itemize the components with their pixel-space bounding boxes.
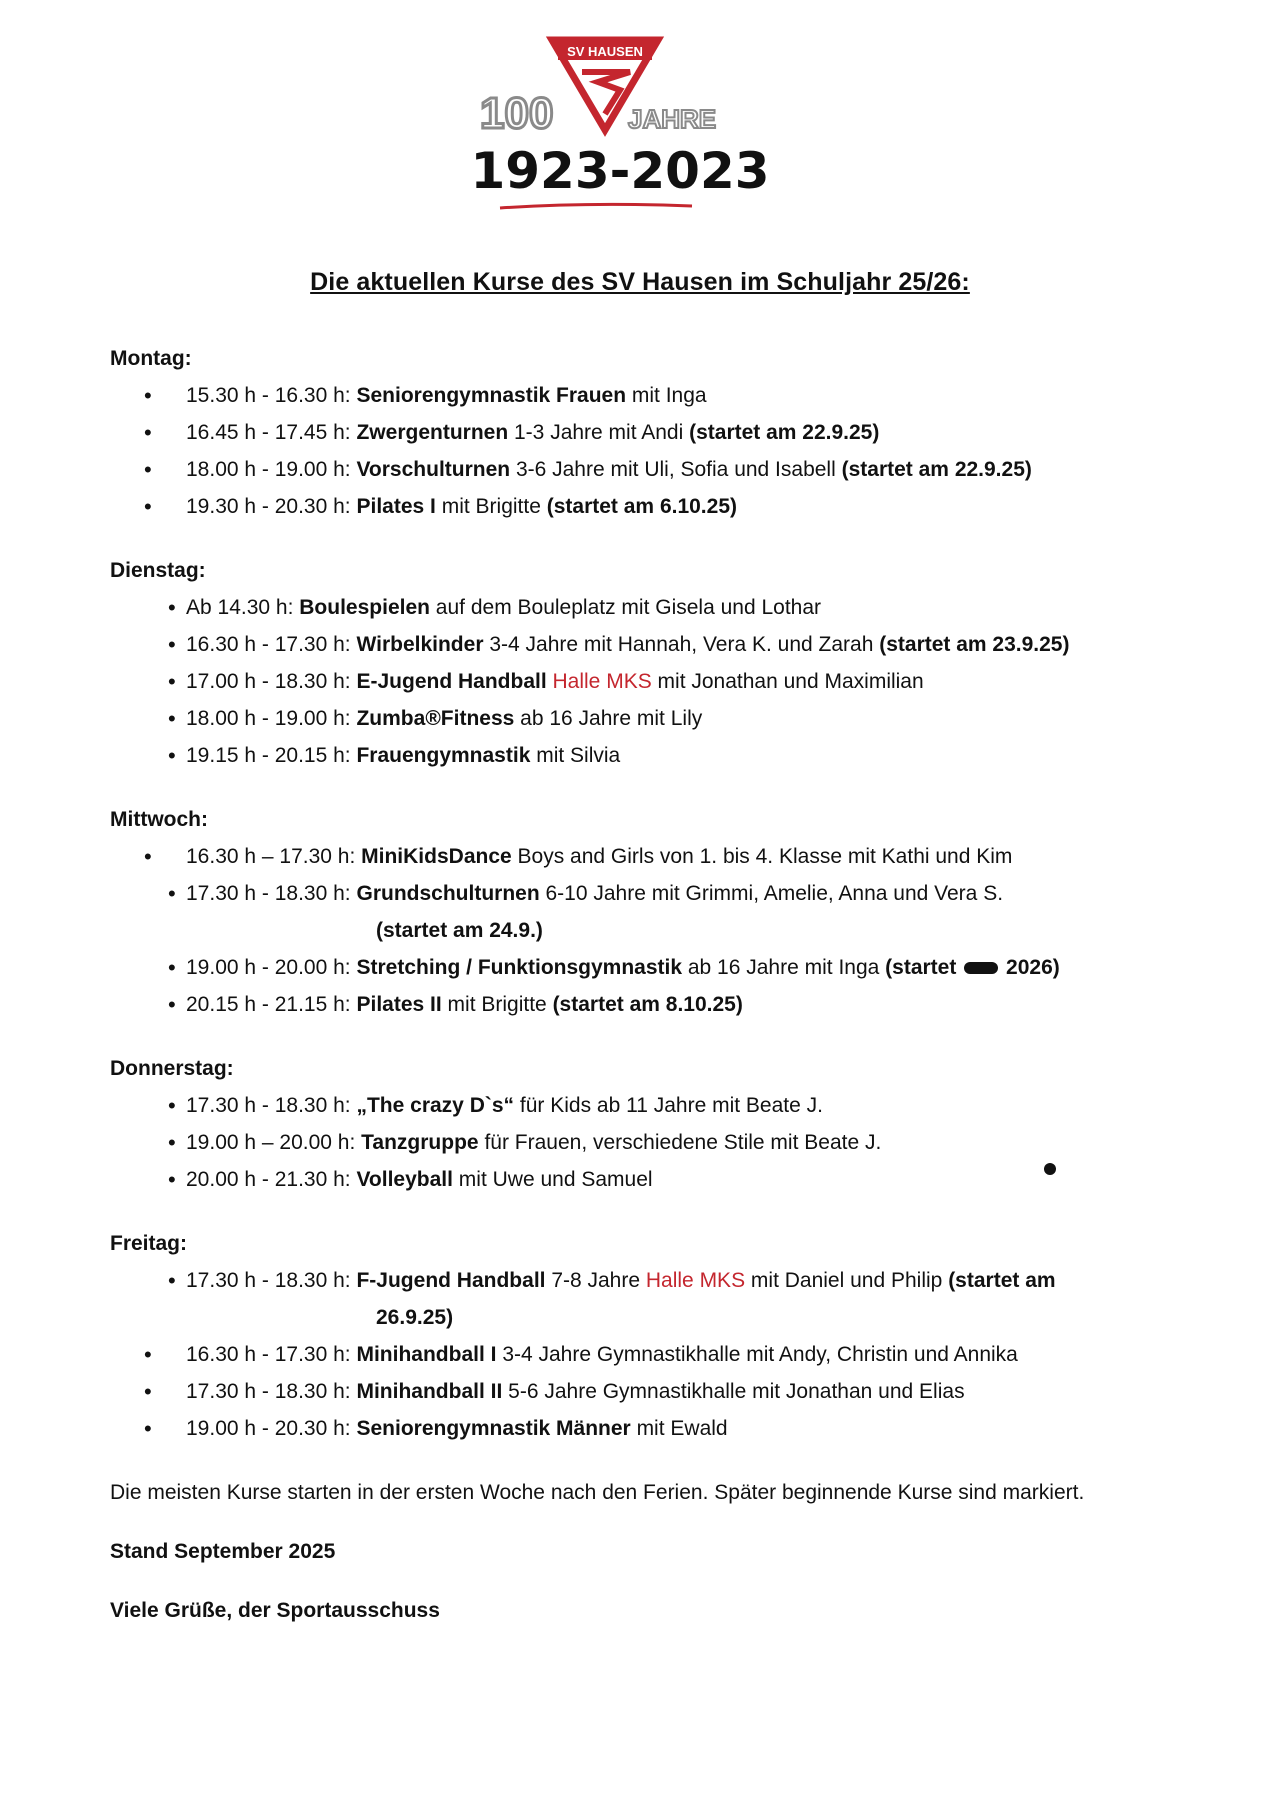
logo-years-range: 1923-2023 [470,142,770,200]
list-item [110,377,1210,414]
day-tuesday [110,552,1210,774]
course-time: 17.30 h - 18.30 h: [186,1380,351,1403]
course-details: ab 16 Jahre mit Inga [682,956,886,979]
course-details: Boys and Girls von 1. bis 4. Klasse mit Kathi und Kim [511,845,1013,868]
course-name: Frauengymnastik [356,744,531,767]
start-note: (startet am 6.10.25) [546,495,737,518]
day-thursday [110,1050,1210,1198]
course-time: 19.00 h - 20.00 h: [186,956,351,979]
logo-100-text: 100 [480,89,554,138]
course-name: Vorschulturnen [356,458,511,481]
course-details: mit Uwe und Samuel [452,1168,653,1191]
start-note: (startet [885,956,957,979]
list-item [110,838,1210,875]
page-title: Die aktuellen Kurse des SV Hausen im Schuljahr 25/26: [310,268,970,296]
course-details: mit Ewald [630,1417,728,1440]
start-note: (startet am 22.9.25) [841,458,1032,481]
course-details: mit Brigitte [441,993,553,1016]
course-name: Zumba®Fitness [356,707,515,730]
course-name: Grundschulturnen [356,882,540,905]
list-item [110,1124,1210,1161]
start-note: (startet am 22.9.25) [689,421,880,444]
course-name: Wirbelkinder [356,633,484,656]
start-note: (startet am [948,1269,1056,1292]
course-time: 17.30 h - 18.30 h: [186,882,351,905]
list-item [110,1336,1210,1373]
course-name: F-Jugend Handball [356,1269,546,1292]
course-name: „The crazy D`s“ [356,1094,515,1117]
course-time: 19.00 h – 20.00 h: [186,1131,356,1154]
course-list [110,1262,1210,1447]
list-item [110,451,1210,488]
course-name: Stretching / Funktionsgymnastik [356,956,683,979]
club-anniversary-logo [470,30,770,215]
course-details: 5-6 Jahre Gymnastikhalle mit Jonathan und Elias [502,1380,965,1403]
list-item [110,488,1210,525]
course-details: 3-4 Jahre mit Hannah, Vera K. und Zarah [483,633,880,656]
course-details: für Frauen, verschiedene Stile mit Beate J. [478,1131,882,1154]
course-details: mit Jonathan und Maximilian [651,670,924,693]
course-list [110,1087,1210,1198]
logo-club-text: SV HAUSEN [567,44,643,59]
list-item [110,1161,1210,1198]
course-time: 19.30 h - 20.30 h: [186,495,351,518]
footer [110,1474,1210,1629]
course-details: 7-8 Jahre [545,1269,646,1292]
course-name: Seniorengymnastik Männer [356,1417,631,1440]
course-details: für Kids ab 11 Jahre mit Beate J. [514,1094,823,1117]
day-heading: Dienstag: [110,559,206,582]
course-details: ab 16 Jahre mit Lily [514,707,703,730]
course-details: mit Daniel und Philip [745,1269,949,1292]
day-heading: Donnerstag: [110,1057,234,1080]
venue-highlight: Halle MKS [645,1269,746,1292]
list-item [110,1262,1210,1336]
start-note: (startet am 24.9.) [376,919,543,942]
list-item [110,1373,1210,1410]
course-name: Pilates I [356,495,436,518]
start-note: (startet am 8.10.25) [552,993,743,1016]
list-item [110,1087,1210,1124]
course-time: 18.00 h - 19.00 h: [186,458,351,481]
course-details: mit Brigitte [435,495,547,518]
list-item [110,414,1210,451]
course-name: Tanzgruppe [361,1131,479,1154]
start-note: (startet am 23.9.25) [879,633,1070,656]
course-time: 17.30 h - 18.30 h: [186,1269,351,1292]
course-list [110,589,1210,774]
course-time: 17.30 h - 18.30 h: [186,1094,351,1117]
list-item [110,949,1210,986]
course-time: 20.15 h - 21.15 h: [186,993,351,1016]
course-time: 16.30 h - 17.30 h: [186,1343,351,1366]
list-item [110,626,1210,663]
course-time: 19.00 h - 20.30 h: [186,1417,351,1440]
list-item [110,589,1210,626]
course-details: 3-6 Jahre mit Uli, Sofia und Isabell [510,458,842,481]
footer-stand: Stand September 2025 [110,1540,336,1563]
course-schedule [110,340,1210,1651]
course-details: 1-3 Jahre mit Andi [508,421,690,444]
venue-highlight: Halle MKS [546,670,652,693]
course-time: 20.00 h - 21.30 h: [186,1168,351,1191]
start-note-date: 26.9.25) [376,1306,454,1329]
course-name: Seniorengymnastik Frauen [356,384,627,407]
course-details: auf dem Bouleplatz mit Gisela und Lothar [429,596,822,619]
course-name: MiniKidsDance [361,845,512,868]
list-item [110,700,1210,737]
course-name: E-Jugend Handball [356,670,547,693]
day-heading: Mittwoch: [110,808,208,831]
course-details: 3-4 Jahre Gymnastikhalle mit Andy, Christin und Annika [496,1343,1018,1366]
day-wednesday [110,801,1210,1023]
day-monday [110,340,1210,525]
course-time: 16.30 h – 17.30 h: [186,845,356,868]
course-time: 15.30 h - 16.30 h: [186,384,351,407]
footer-greeting: Viele Grüße, der Sportausschuss [110,1599,440,1622]
list-item [110,737,1210,774]
course-name: Minihandball I [356,1343,497,1366]
list-item [110,875,1210,949]
course-name: Boulespielen [299,596,430,619]
course-name: Volleyball [356,1168,453,1191]
day-heading: Montag: [110,347,192,370]
course-list [110,377,1210,525]
list-item [110,663,1210,700]
logo-jahre-text: JAHRE [628,104,717,134]
course-name: Zwergenturnen [356,421,509,444]
logo-underline [500,204,692,208]
day-heading: Freitag: [110,1232,188,1255]
list-item [110,1410,1210,1447]
logo-graphic [470,30,770,215]
course-time: 16.45 h - 17.45 h: [186,421,351,444]
footer-info: Die meisten Kurse starten in der ersten Woche nach den Ferien. Später beginnende Kurse sind markiert. [110,1481,1085,1504]
course-time: 18.00 h - 19.00 h: [186,707,351,730]
course-time: Ab 14.30 h: [186,596,294,619]
course-list [110,838,1210,1023]
course-details: mit Silvia [530,744,621,767]
start-note-year: 2026) [1006,956,1060,979]
course-time: 17.00 h - 18.30 h: [186,670,351,693]
course-details: 6-10 Jahre mit Grimmi, Amelie, Anna und Vera S. [539,882,1004,905]
scribbled-out-mark [964,962,998,974]
course-time: 16.30 h - 17.30 h: [186,633,351,656]
course-time: 19.15 h - 20.15 h: [186,744,351,767]
course-details: mit Inga [626,384,707,407]
day-friday [110,1225,1210,1447]
list-item [110,986,1210,1023]
course-name: Pilates II [356,993,442,1016]
course-name: Minihandball II [356,1380,503,1403]
